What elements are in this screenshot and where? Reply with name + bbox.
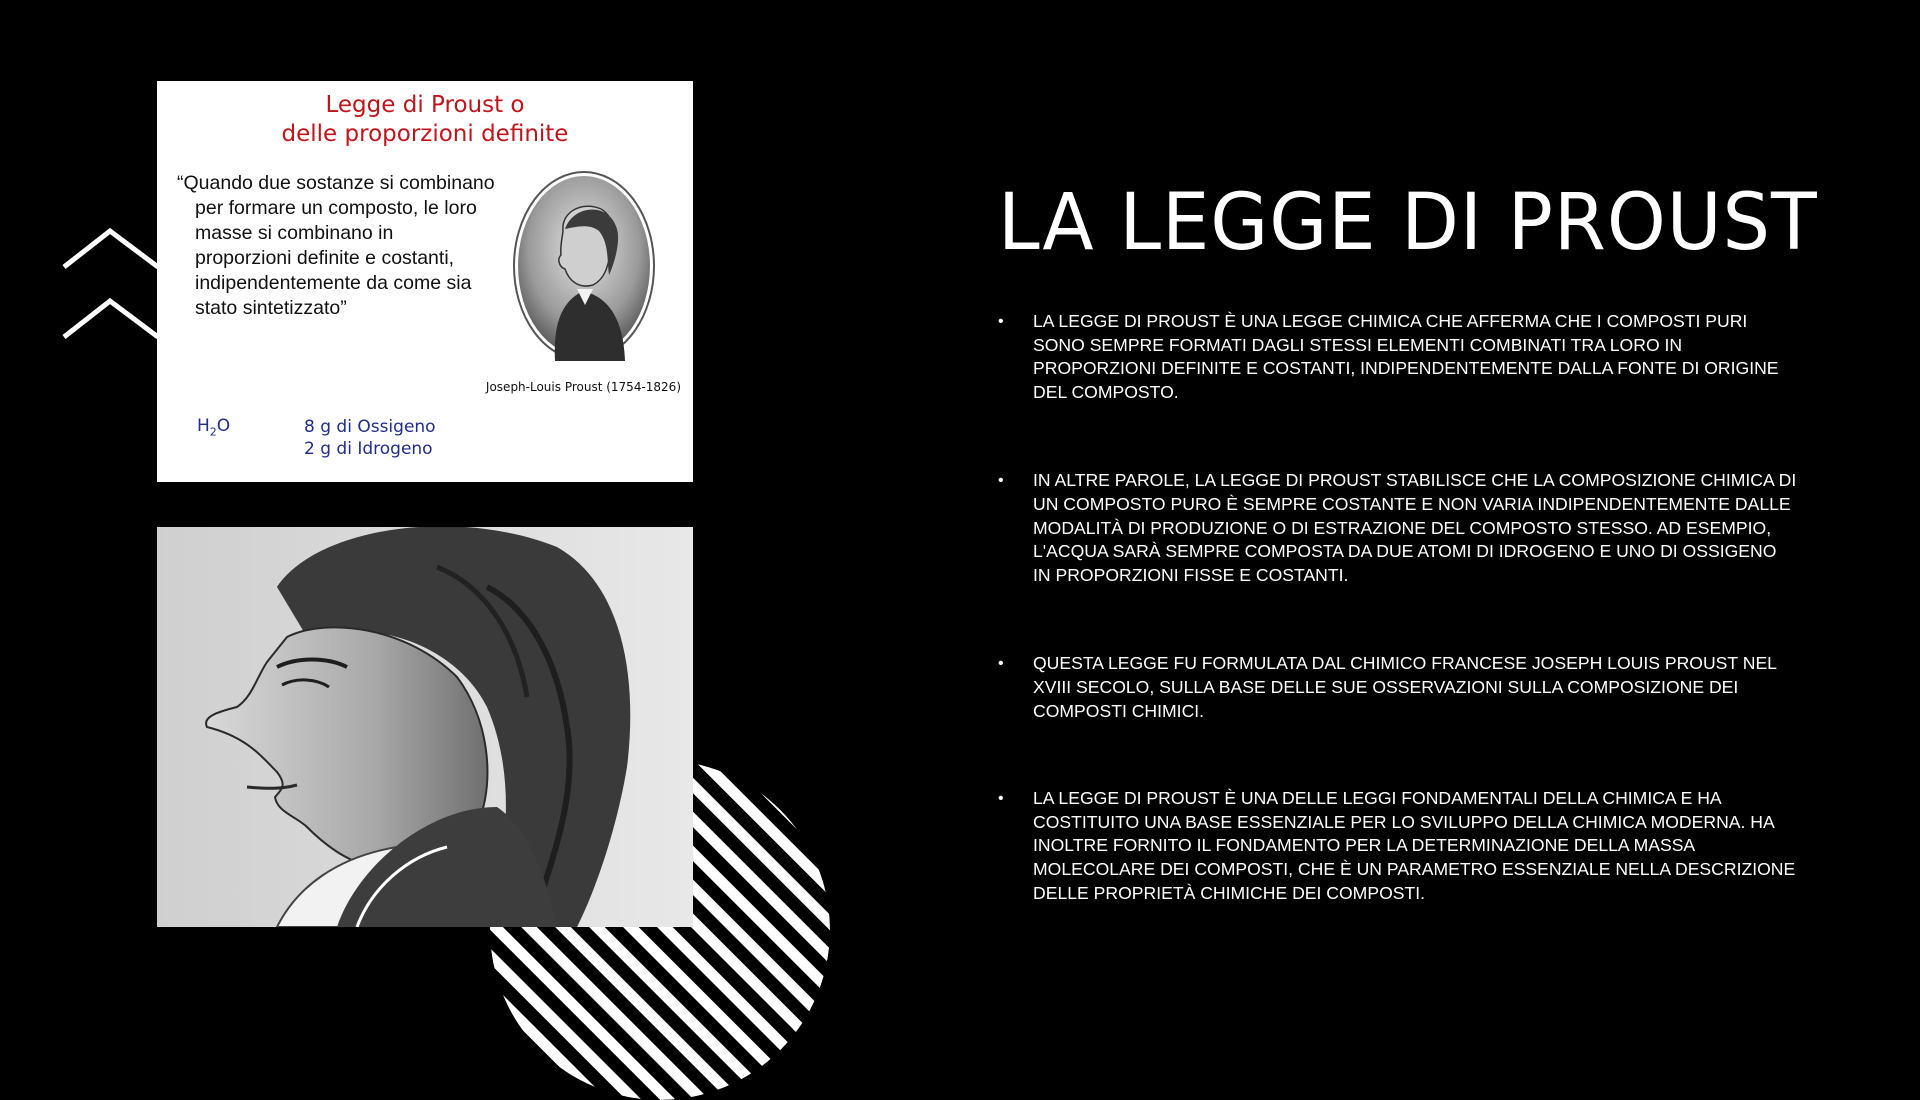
portrait-caption: Joseph-Louis Proust (1754-1826) (485, 380, 681, 394)
portrait-engraving (157, 527, 693, 927)
bullet-list (998, 310, 1798, 971)
bullet-item: • LA LEGGE DI PROUST È UNA LEGGE CHIMICA CHE AFFERMA CHE I COMPOSTI PURI SONO SEMPRE FORMATI DAGLI STESSI ELEMENTI COMBINATI TRA LORO IN PROPORZIONI DEFINITE E COSTANTI, INDIPENDENTEMENTE DALLA FONTE DI ORIGINE DEL COMPOSTO. (998, 310, 1798, 404)
bullet-item: • QUESTA LEGGE FU FORMULATA DAL CHIMICO FRANCESE JOSEPH LOUIS PROUST NEL XVIII SECOLO, SULLA BASE DELLE SUE OSSERVAZIONI SULLA COMPOSIZIONE DEI COMPOSTI CHIMICI. (998, 652, 1798, 723)
water-mass-ratio (304, 416, 436, 460)
oxygen-mass: 8 g di Ossigeno (304, 417, 436, 437)
card-quote: “Quando due sostanze si combinano per formare un composto, le loro masse si combinano in proporzioni definite e costanti, indipendentemente da come sia stato sintetizzato” (177, 172, 495, 319)
bullet-item: • LA LEGGE DI PROUST È UNA DELLE LEGGI FONDAMENTALI DELLA CHIMICA E HA COSTITUITO UNA BASE ESSENZIALE PER LO SVILUPPO DELLA CHIMICA MODERNA. HA INOLTRE FORNITO IL FONDAMENTO PER LA DETERMINAZIONE DELLA MASSA MOLECOLARE DEI COMPOSTI, CHE È UN PARAMETRO ESSENZIALE NELLA DESCRIZIONE DELLE PROPRIETÀ CHIMICHE DEI COMPOSTI. (998, 787, 1798, 905)
proust-portrait-image (157, 527, 693, 927)
hydrogen-mass: 2 g di Idrogeno (304, 439, 433, 459)
water-formula: $H_2O$ (197, 416, 231, 439)
bullet-item: • IN ALTRE PAROLE, LA LEGGE DI PROUST STABILISCE CHE LA COMPOSIZIONE CHIMICA DI UN COMPOSTO PURO È SEMPRE COSTANTE E NON VARIA INDIPENDENTEMENTE DALLE MODALITÀ DI PRODUZIONE O DI ESTRAZIONE DEL COMPOSTO STESSO. AD ESEMPIO, L'ACQUA SARÀ SEMPRE COMPOSTA DA DUE ATOMI DI IDROGENO E UNO DI OSSIGENO IN PROPORZIONI FISSE E COSTANTI. (998, 469, 1798, 587)
slide-title: LA LEGGE DI PROUST (998, 178, 1818, 268)
card-title: Legge di Proust o delle proporzioni definite (281, 92, 569, 147)
proust-medallion-portrait (513, 171, 655, 361)
proust-law-slide-image (157, 81, 693, 482)
zigzag-decoration (62, 225, 162, 345)
